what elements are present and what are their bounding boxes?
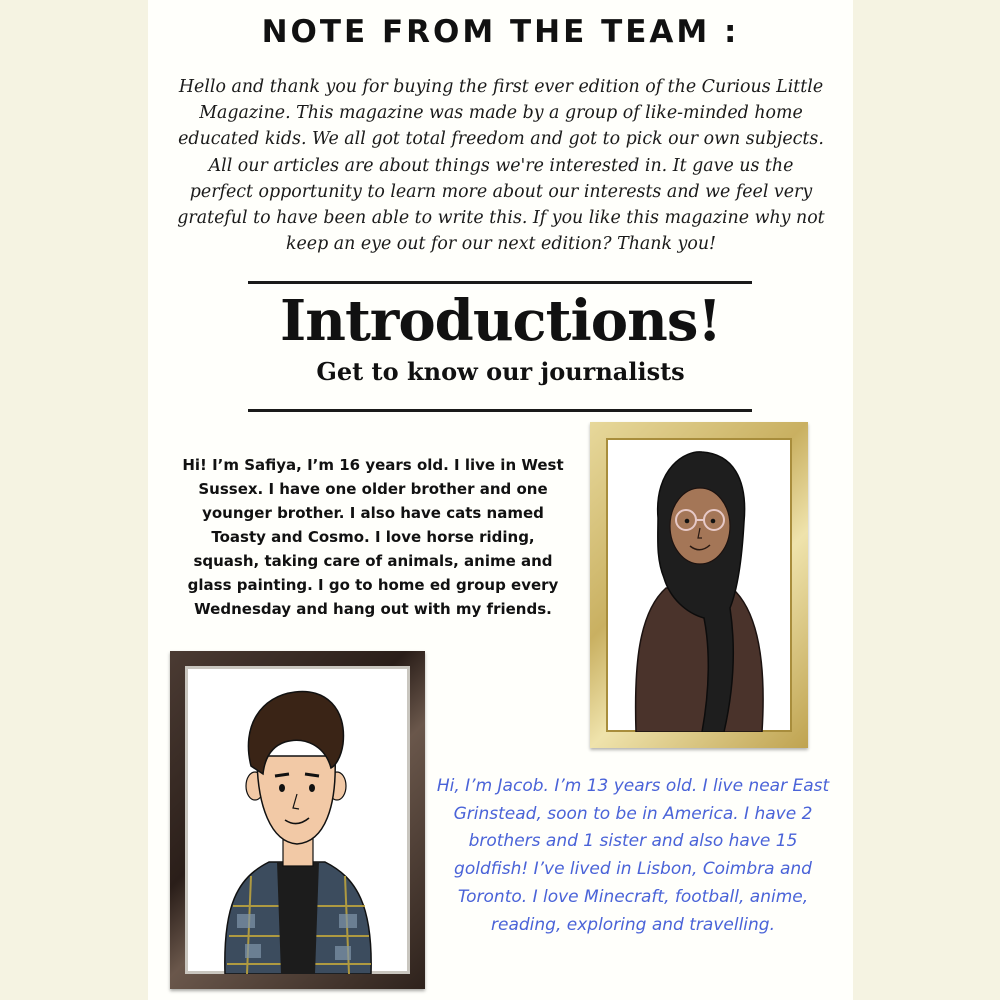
safiya-portrait-illustration (606, 438, 792, 732)
note-body: Hello and thank you for buying the first ever edition of the Curious Little Magazine. This magazine was made by a group of like-minded home educated kids. We all got total freedom and got to pick our own subjects. All our articles are about things we're interested in. It gave us the perfect opportunity to learn more about our interests and we feel very grateful to have been able to write this. If you like this magazine why not keep an eye out for our next edition? Thank you! (177, 77, 825, 255)
safiya-bio: Hi! I’m Safiya, I’m 16 years old. I live in West Sussex. I have one older brother and one younger brother. I also have cats named Toasty and Cosmo. I love horse riding, squash, taking care of animals, anime and glass painting. I go to home ed group every Wednesday and hang out with my friends. (182, 456, 564, 618)
introductions-subtitle: Get to know our journalists (316, 357, 685, 386)
introductions-title: Introductions! (280, 288, 721, 354)
jacob-portrait-frame (170, 651, 425, 989)
note-title: NOTE FROM THE TEAM : (261, 14, 740, 50)
safiya-portrait-frame (590, 422, 808, 748)
jacob-portrait-illustration (185, 666, 410, 974)
magazine-page (148, 0, 853, 1000)
jacob-bio: Hi, I’m Jacob. I’m 13 years old. I live near East Grinstead, soon to be in America. I have 2 brothers and 1 sister and also have 15 goldfish! I’ve lived in Lisbon, Coimbra and Toronto. I love Minecraft, football, anime, reading, exploring and travelling. (436, 776, 830, 935)
divider-bottom (248, 409, 752, 412)
divider-top (248, 281, 752, 284)
